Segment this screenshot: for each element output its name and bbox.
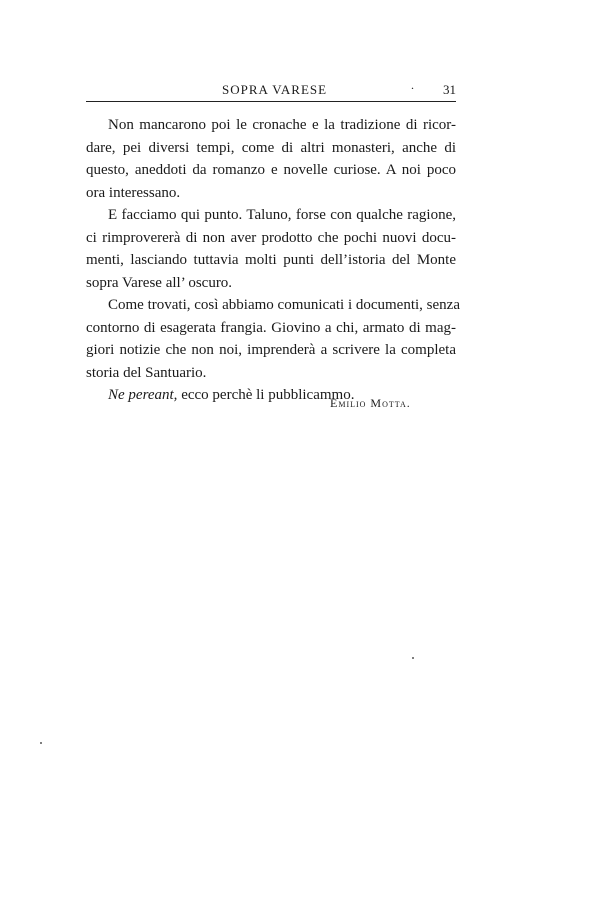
header-rule	[86, 101, 456, 102]
author-signature: Emilio Motta.	[330, 396, 411, 410]
body-text	[86, 114, 460, 407]
closing-rest: ecco perchè li pubblicammo.	[177, 387, 355, 403]
running-title: SOPRA VARESE	[222, 82, 328, 97]
text-line: menti, lasciando tuttavia molti punti dell’istoria del Monte	[86, 252, 456, 268]
text-line: giori notizie che non noi, imprenderà a scrivere la completa	[86, 342, 456, 358]
text-line: questo, aneddoti da romanzo e novelle curiose. A noi poco	[86, 162, 456, 178]
page-number: 31	[443, 82, 456, 97]
text-line: dare, pei diversi tempi, come di altri monasteri, anche di	[86, 139, 456, 156]
paragraph-2	[86, 204, 456, 294]
text-line: Non mancarono poi le cronache e la tradizione di ricor-	[108, 117, 456, 133]
paragraph-3	[86, 294, 460, 384]
page-speck	[40, 742, 42, 744]
text-line: sopra Varese all’ oscuro.	[86, 274, 233, 291]
text-line: contorno di esagerata frangia. Giovino a chi, armato di mag-	[86, 319, 456, 336]
closing-italic: Ne pereant,	[108, 387, 178, 403]
text-line: Come trovati, così abbiamo comunicati i documenti, senza	[108, 297, 460, 313]
running-header	[86, 80, 456, 100]
text-line: ci rimprovererà di non aver prodotto che pochi nuovi docu-	[86, 229, 456, 246]
page-speck	[412, 657, 414, 659]
text-line: ora interessano.	[86, 184, 181, 201]
text-line: E facciamo qui punto. Taluno, forse con qualche ragione,	[108, 207, 456, 223]
paragraph-1	[86, 114, 456, 204]
header-dot: .	[411, 78, 415, 92]
text-line: storia del Santuario.	[86, 364, 207, 381]
